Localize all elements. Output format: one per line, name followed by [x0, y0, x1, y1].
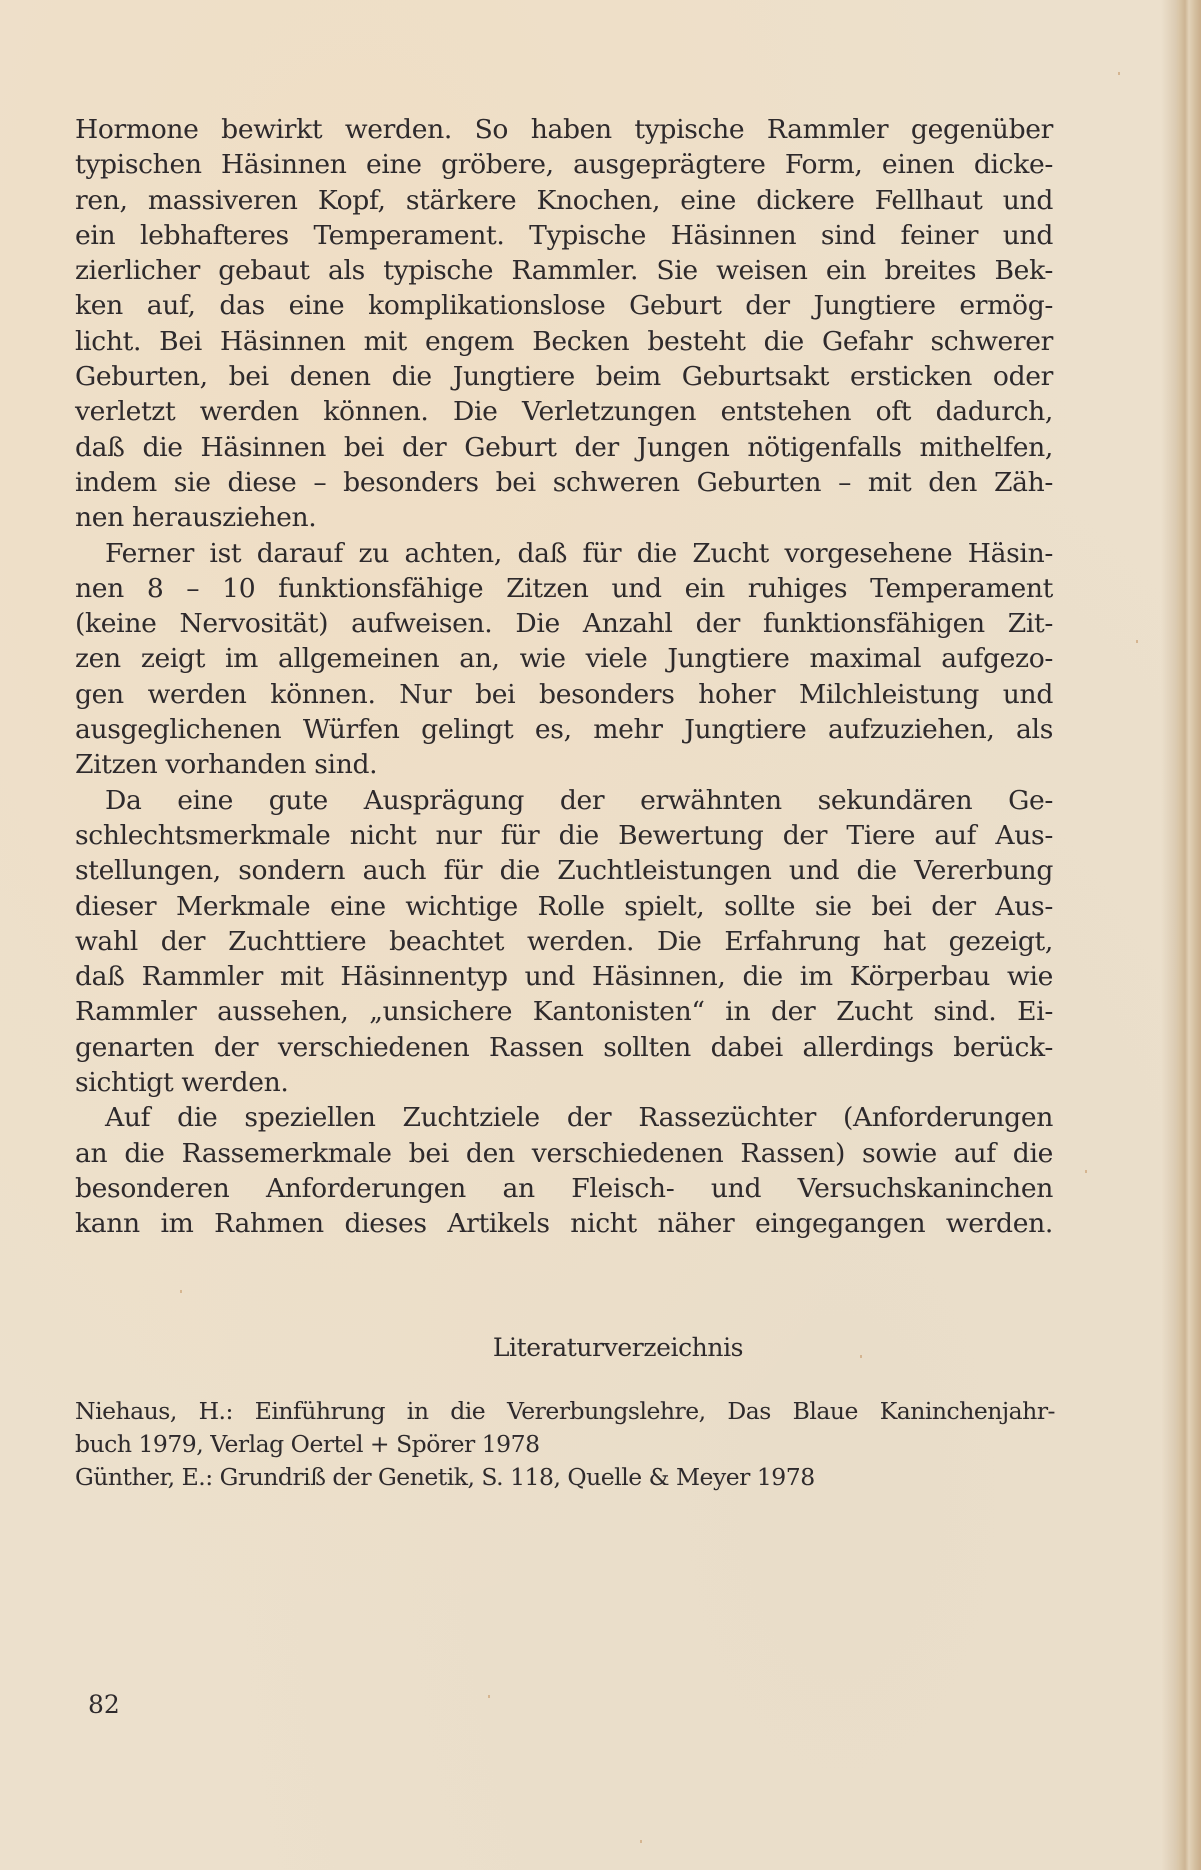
body-line: wahl der Zuchttiere beachtet werden. Die Erfahrung hat gezeigt, [75, 925, 1053, 957]
paragraph-start-line: Da eine gute Ausprägung der erwähnten sekundären Ge- [105, 784, 1053, 816]
body-line: genarten der verschiedenen Rassen sollten dabei allerdings berück- [75, 1031, 1053, 1063]
body-line: kann im Rahmen dieses Artikels nicht näher eingegangen werden. [75, 1208, 1053, 1240]
paper-speck [860, 1355, 862, 1358]
body-line: zen zeigt im allgemeinen an, wie viele Jungtiere maximal aufgezo- [75, 643, 1053, 675]
page-edge-shadow [1161, 0, 1201, 1870]
body-line: daß die Häsinnen bei der Geburt der Jungen nötigenfalls mithelfen, [75, 431, 1053, 463]
body-line: verletzt werden können. Die Verletzungen entstehen oft dadurch, [75, 396, 1053, 428]
reference-line: buch 1979, Verlag Oertel + Spörer 1978 [75, 1430, 540, 1458]
body-line: ausgeglichenen Würfen gelingt es, mehr Jungtiere aufzuziehen, als [75, 714, 1053, 746]
paper-speck [180, 1290, 182, 1293]
body-line: indem sie diese – besonders bei schweren Geburten – mit den Zäh- [75, 466, 1053, 498]
reference-line: Günther, E.: Grundriß der Genetik, S. 118, Quelle & Meyer 1978 [75, 1463, 815, 1491]
references-list [75, 1395, 1055, 1494]
body-line: ken auf, das eine komplikationslose Geburt der Jungtiere ermög- [75, 290, 1053, 322]
paragraph-start-line: Ferner ist darauf zu achten, daß für die Zucht vorgesehene Häsin- [105, 537, 1053, 569]
body-line: nen herausziehen. [75, 502, 317, 534]
body-line: daß Rammler mit Häsinnentyp und Häsinnen, die im Körperbau wie [75, 961, 1053, 993]
body-line: dieser Merkmale eine wichtige Rolle spielt, sollte sie bei der Aus- [75, 890, 1053, 922]
reference-entry [75, 1461, 1055, 1494]
body-line: ein lebhafteres Temperament. Typische Häsinnen sind feiner und [75, 219, 1053, 251]
body-line: zierlicher gebaut als typische Rammler. Sie weisen ein breites Bek- [75, 255, 1053, 287]
body-line: Rammler aussehen, „unsichere Kantonisten“ in der Zucht sind. Ei- [75, 996, 1053, 1028]
body-line: besonderen Anforderungen an Fleisch- und Versuchskaninchen [75, 1172, 1053, 1204]
body-line: nen 8 – 10 funktionsfähige Zitzen und ein ruhiges Temperament [75, 572, 1053, 604]
body-line: gen werden können. Nur bei besonders hoher Milchleistung und [75, 678, 1053, 710]
body-text [75, 112, 1053, 1242]
body-line: Hormone bewirkt werden. So haben typische Rammler gegenüber [75, 114, 1053, 145]
paper-speck [1085, 1170, 1087, 1173]
paper-speck [1118, 72, 1120, 75]
paragraph-start-line: Auf die speziellen Zuchtziele der Rassezüchter (Anforderungen [105, 1102, 1053, 1134]
body-line: Zitzen vorhanden sind. [75, 749, 378, 781]
body-line: (keine Nervosität) aufweisen. Die Anzahl der funktionsfähigen Zit- [75, 608, 1053, 640]
body-line: sichtigt werden. [75, 1067, 289, 1099]
body-line: Geburten, bei denen die Jungtiere beim Geburtsakt ersticken oder [75, 361, 1053, 393]
body-line: an die Rassemerkmale bei den verschiedenen Rassen) sowie auf die [75, 1137, 1053, 1169]
reference-entry [75, 1395, 1055, 1461]
page-number: 82 [88, 1690, 120, 1719]
paper-speck [640, 1840, 642, 1843]
body-line: ren, massiveren Kopf, stärkere Knochen, eine dickere Fellhaut und [75, 184, 1053, 216]
body-line: schlechtsmerkmale nicht nur für die Bewertung der Tiere auf Aus- [75, 819, 1053, 851]
body-line: licht. Bei Häsinnen mit engem Becken besteht die Gefahr schwerer [75, 325, 1053, 357]
body-line: stellungen, sondern auch für die Zuchtleistungen und die Vererbung [75, 855, 1053, 887]
references-heading: Literaturverzeichnis [492, 1333, 744, 1362]
reference-line: Niehaus, H.: Einführung in die Vererbungslehre, Das Blaue Kaninchenjahr- [75, 1397, 1055, 1425]
paper-speck [488, 1695, 490, 1698]
body-line: typischen Häsinnen eine gröbere, ausgeprägtere Form, einen dicke- [75, 149, 1053, 181]
paper-speck [1136, 640, 1138, 643]
